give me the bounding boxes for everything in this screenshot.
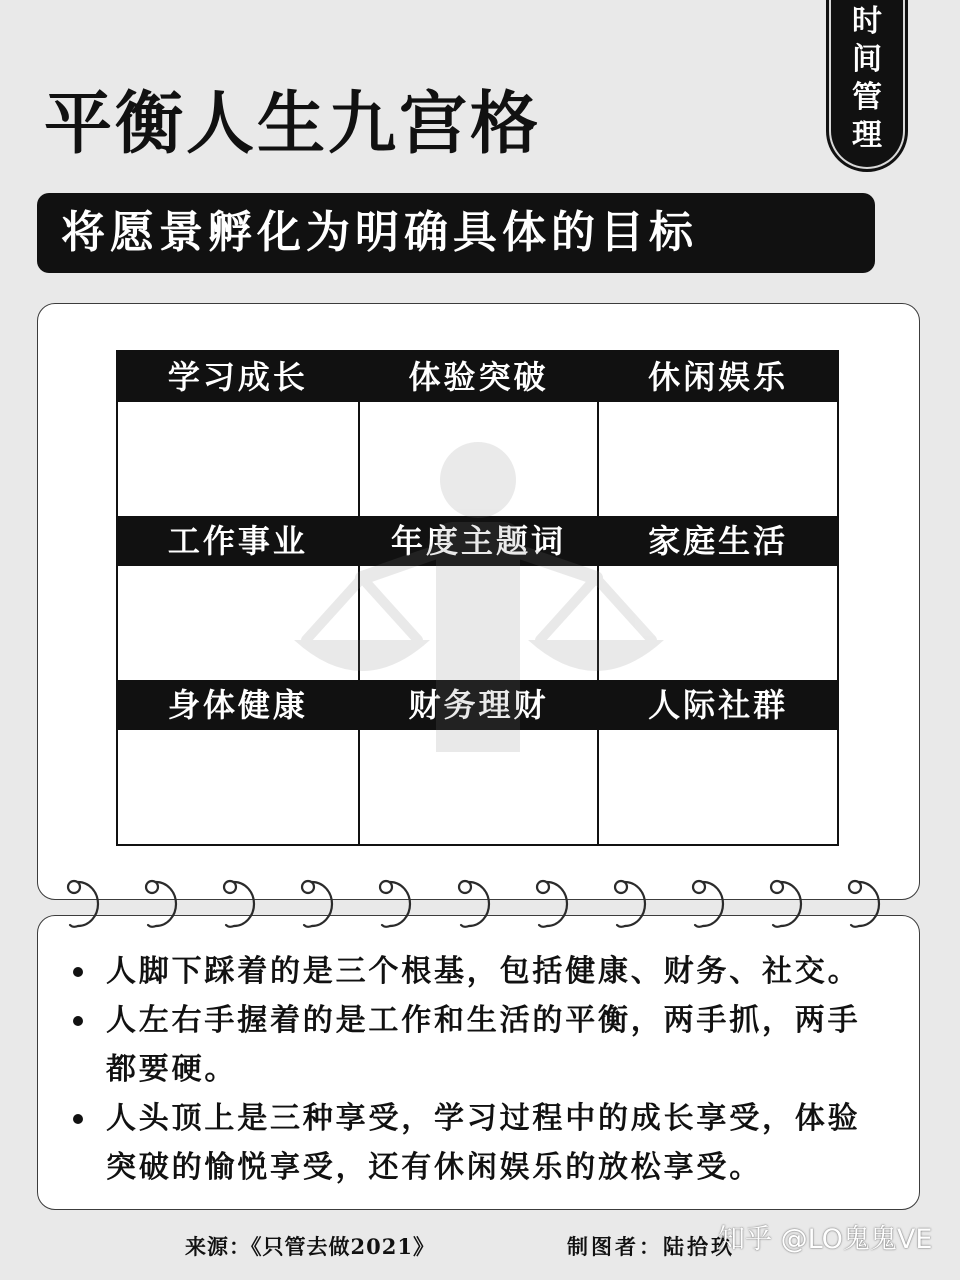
bullet-dot-icon xyxy=(73,1016,83,1026)
binder-ring-icon xyxy=(849,881,879,927)
grid-cell-writing-area xyxy=(360,566,598,680)
subtitle-banner-text: 将愿景孵化为明确具体的目标 xyxy=(61,207,698,258)
grid-cell-writing-area xyxy=(360,730,598,844)
list-item xyxy=(106,947,864,996)
binder-ring-icon xyxy=(615,881,645,927)
grid-cell-writing-area xyxy=(118,730,358,844)
binder-ring-icon xyxy=(771,881,801,927)
grid-cell-learning-growth xyxy=(118,352,358,516)
bullet-dot-icon xyxy=(73,1114,83,1124)
grid-cell-writing-area xyxy=(599,402,837,516)
binder-ring-icon xyxy=(459,881,489,927)
note-text: 人脚下踩着的是三个根基，包括健康、财务、社交。 xyxy=(106,954,861,989)
grid-cell-leisure-entertainment xyxy=(597,352,837,516)
binder-ring-icon xyxy=(146,881,176,927)
grid-cell-title: 财务理财 xyxy=(360,680,598,730)
binder-ring-icon xyxy=(68,881,98,927)
grid-cell-title: 人际社群 xyxy=(599,680,837,730)
note-text: 人左右手握着的是工作和生活的平衡，两手抓，两手都要硬。 xyxy=(106,1003,861,1087)
grid-cell-title: 年度主题词 xyxy=(360,516,598,566)
subtitle-banner xyxy=(37,193,875,273)
grid-cell-title: 身体健康 xyxy=(118,680,358,730)
grid-cell-physical-health xyxy=(118,680,358,844)
category-tab-label: 时间管理 xyxy=(852,4,882,153)
grid-cell-title: 体验突破 xyxy=(360,352,598,402)
notes-list xyxy=(106,947,864,1192)
nine-grid xyxy=(116,350,839,846)
grid-cell-writing-area xyxy=(360,402,598,516)
bullet-dot-icon xyxy=(73,967,83,977)
grid-cell-social-network xyxy=(597,680,837,844)
binder-ring-icon xyxy=(693,881,723,927)
binder-ring-icon xyxy=(302,881,332,927)
grid-cell-title: 家庭生活 xyxy=(599,516,837,566)
grid-cell-work-career xyxy=(118,516,358,680)
grid-cell-title: 休闲娱乐 xyxy=(599,352,837,402)
grid-cell-family-life xyxy=(597,516,837,680)
grid-cell-title: 学习成长 xyxy=(118,352,358,402)
binder-rings xyxy=(0,870,960,940)
grid-cell-writing-area xyxy=(599,730,837,844)
note-text: 人头顶上是三种享受，学习过程中的成长享受，体验突破的愉悦享受，还有休闲娱乐的放松享受。 xyxy=(106,1101,861,1185)
grid-cell-annual-theme-word xyxy=(358,516,598,680)
platform-watermark: 知乎 @LO鬼鬼VE xyxy=(718,1224,933,1255)
grid-cell-writing-area xyxy=(599,566,837,680)
list-item xyxy=(106,996,864,1094)
grid-cell-writing-area xyxy=(118,566,358,680)
grid-cell-experience-breakthrough xyxy=(358,352,598,516)
binder-ring-icon xyxy=(224,881,254,927)
category-tab xyxy=(826,0,908,172)
footer-source: 来源：《只管去做2021》 xyxy=(185,1234,435,1259)
page-title: 平衡人生九宫格 xyxy=(44,84,542,164)
footer-author: 制图者：陆拾玖 xyxy=(567,1234,735,1259)
grid-cell-finance xyxy=(358,680,598,844)
grid-cell-writing-area xyxy=(118,402,358,516)
binder-ring-icon xyxy=(537,881,567,927)
list-item xyxy=(106,1094,864,1192)
grid-cell-title: 工作事业 xyxy=(118,516,358,566)
binder-ring-icon xyxy=(380,881,410,927)
